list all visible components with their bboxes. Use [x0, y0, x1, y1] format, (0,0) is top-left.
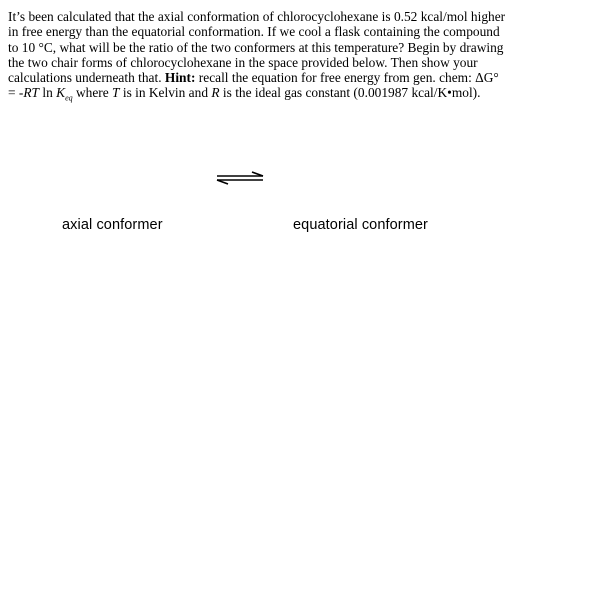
equilibrium-arrows-icon [216, 170, 264, 186]
question-text [8, 9, 528, 106]
rt-symbol: RT [23, 85, 39, 101]
question-line-1: It’s been calculated that the axial conformation of chlorocyclohexane is 0.52 kcal/mol higher [8, 9, 506, 24]
line6-where: where [72, 85, 113, 101]
line5-post: recall the equation for free energy from gen. chem: ΔG° [195, 70, 499, 86]
k-symbol: K [56, 85, 66, 101]
equatorial-conformer-label: equatorial conformer [293, 217, 428, 233]
question-line-5 [8, 70, 528, 85]
question-line-4: the two chair forms of chlorocyclohexane in the space provided below. Then show your [8, 54, 478, 70]
eq-subscript: eq [65, 94, 73, 104]
hint-label: Hint: [164, 70, 196, 86]
r-symbol: R [211, 85, 220, 101]
line6-pre: = - [8, 85, 24, 101]
line5-pre: calculations underneath that. [8, 70, 165, 86]
line6-mid: is in Kelvin and [119, 85, 212, 101]
t-symbol: T [112, 85, 120, 101]
axial-conformer-label: axial conformer [62, 217, 163, 233]
line6-end: is the ideal gas constant (0.001987 kcal/K•mol). [219, 85, 481, 101]
ln-text: ln [39, 85, 57, 101]
question-line-2: in free energy than the equatorial conformation. If we cool a flask containing the compound [8, 24, 500, 40]
question-line-3: to 10 °C, what will be the ratio of the two conformers at this temperature? Begin by drawing [8, 39, 504, 55]
question-line-6 [8, 85, 528, 106]
